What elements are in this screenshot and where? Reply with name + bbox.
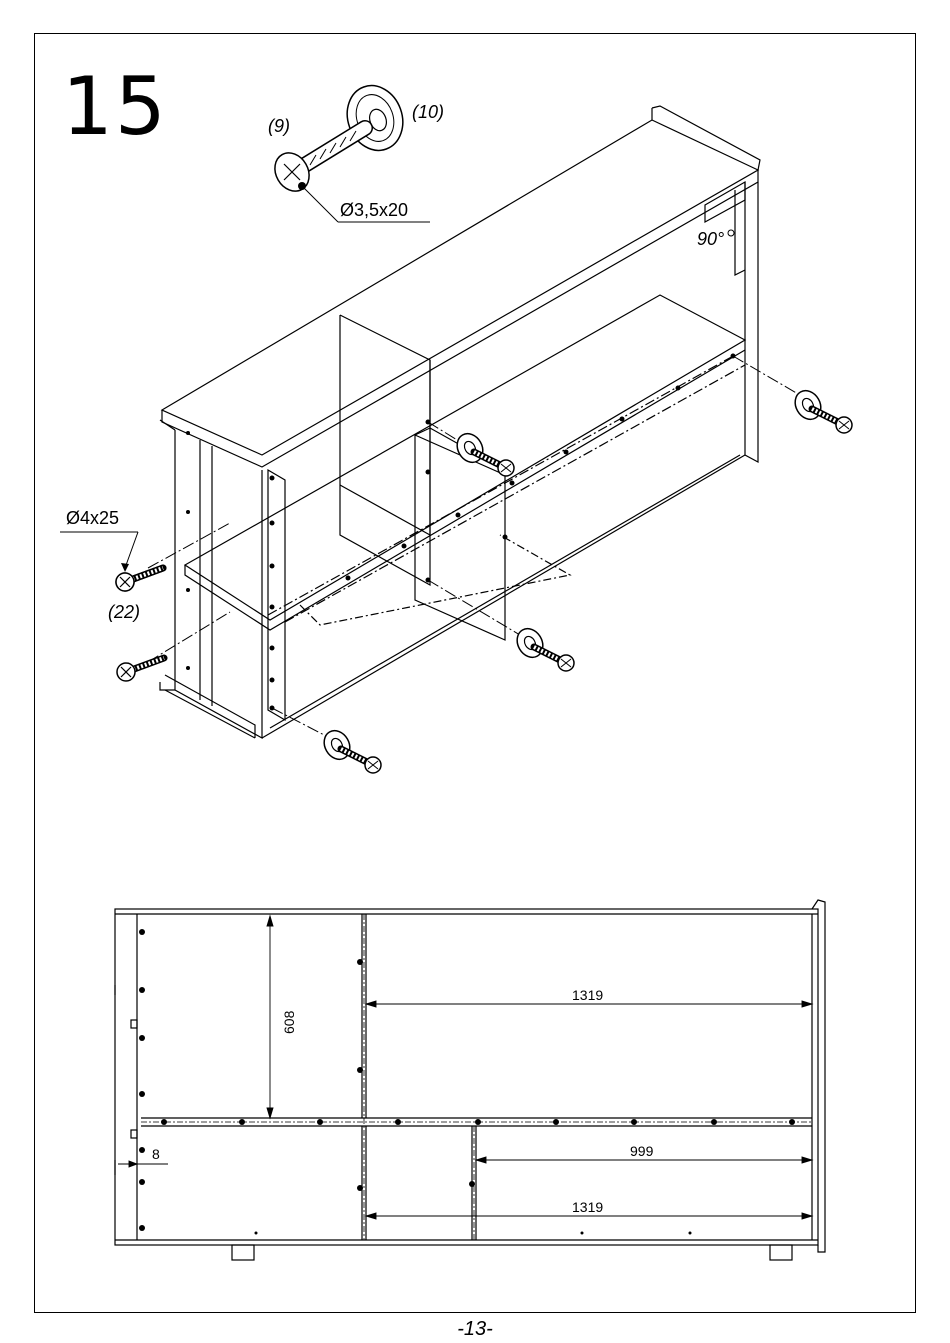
edge-gap-dimension: 8: [152, 1146, 160, 1162]
height-dimension: 608: [281, 1010, 297, 1034]
page-number: -13-: [457, 1318, 493, 1340]
right-angle-marker: [728, 230, 734, 236]
washer-label: (10): [412, 102, 445, 122]
front-view: [115, 900, 825, 1260]
small-screw-spec: Ø3,5x20: [340, 200, 409, 220]
step-number: 15: [62, 60, 168, 153]
front-view-holes: [139, 929, 795, 1235]
mid-width-dimension: 999: [630, 1143, 654, 1159]
screw-label: (9): [268, 116, 290, 136]
long-screw-spec: Ø4x25: [66, 508, 120, 528]
top-width-dimension: 1319: [572, 987, 604, 1003]
angle-label: 90°: [697, 229, 725, 249]
long-screw-label: (22): [108, 602, 141, 622]
bottom-width-dimension: 1319: [572, 1199, 604, 1215]
cabinet-isometric: [160, 106, 760, 738]
dimension-lines: [118, 916, 812, 1219]
